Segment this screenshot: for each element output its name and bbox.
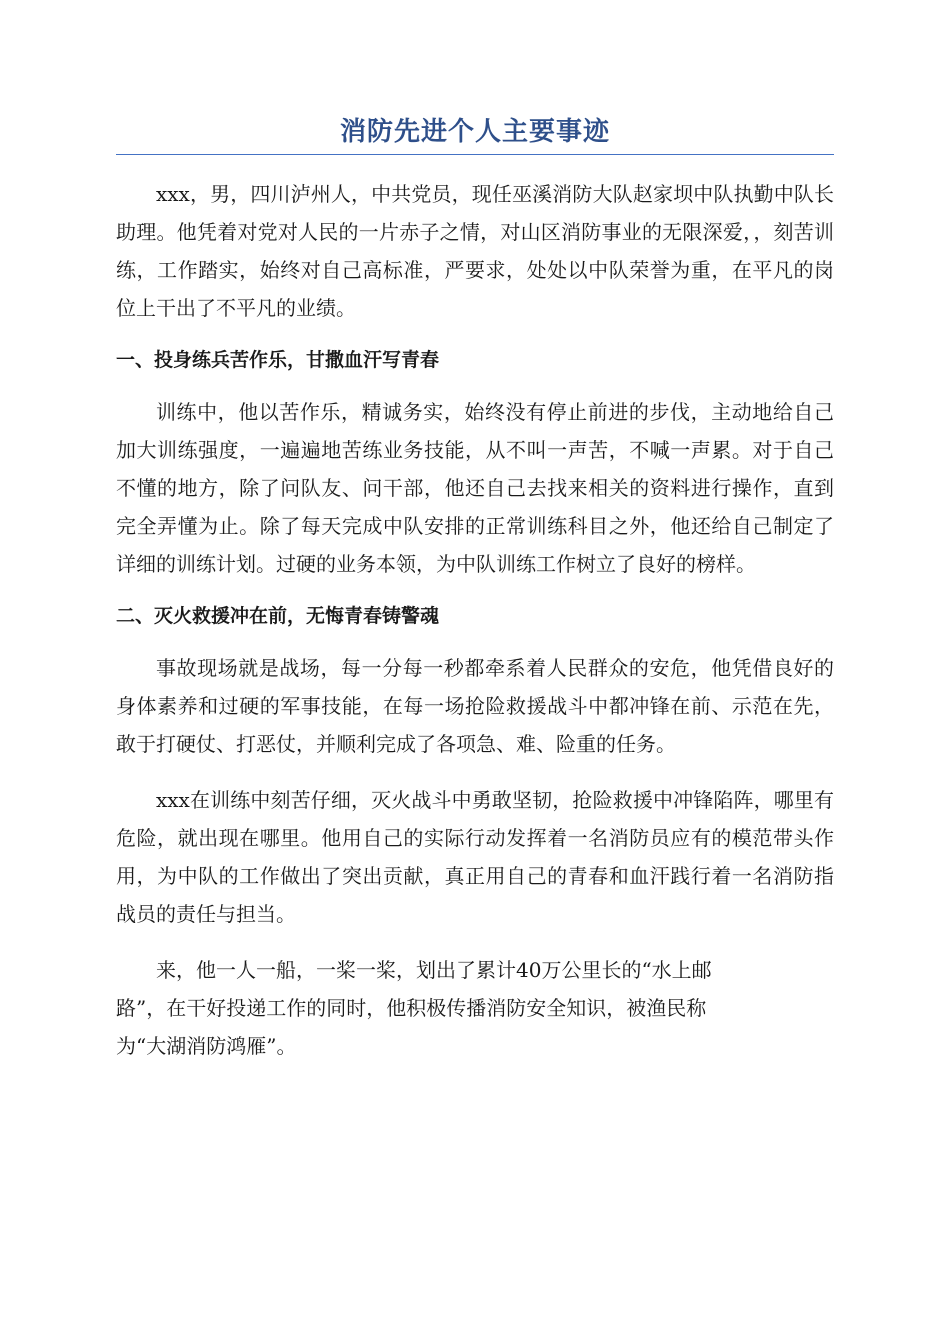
paragraph-line: 路”，在干好投递工作的同时，他积极传播消防安全知识，被渔民称 [116,996,707,1020]
section-1-paragraph: 训练中，他以苦作乐，精诚务实，始终没有停止前进的步伐，主动地给自己加大训练强度，一遍遍地苦练业务技能，从不叫一声苦，不喊一声累。对于自己不懂的地方，除了问队友、问干部，他还自己去找来相关的资料进行操作，直到完全弄懂为止。除了每天完成中队安排的正常训练科目之外，他还给自己制定了详细的训练计划。过硬的业务本领，为中队训练工作树立了良好的榜样。 [116,400,834,576]
section-1-heading: 一、投身练兵苦作乐，甘撒血汗写青春 [116,349,440,371]
title-underline [116,154,834,155]
document-page [116,112,834,1065]
section-2-paragraph-3 [116,951,834,1065]
paragraph-line: 为“大湖消防鸿雁”。 [116,1034,297,1058]
document-title: 消防先进个人主要事迹 [339,117,610,147]
section-2-paragraph-1: 事故现场就是战场，每一分每一秒都牵系着人民群众的安危，他凭借良好的身体素养和过硬的军事技能，在每一场抢险救援战斗中都冲锋在前、示范在先，敢于打硬仗、打恶仗，并顺利完成了各项急、难、险重的任务。 [116,656,834,756]
paragraph-line: 来，他一人一船，一桨一桨，划出了累计40万公里长的“水上邮 [156,958,712,982]
section-2-heading: 二、灭火救援冲在前，无悔青春铸警魂 [116,605,440,627]
section-2-paragraph-2: xxx在训练中刻苦仔细，灭火战斗中勇敢坚韧，抢险救援中冲锋陷阵，哪里有危险，就出现在哪里。他用自己的实际行动发挥着一名消防员应有的模范带头作用，为中队的工作做出了突出贡献，真正用自己的青春和血汗践行着一名消防指战员的责任与担当。 [116,788,834,926]
intro-paragraph: xxx，男，四川泸州人，中共党员，现任巫溪消防大队赵家坝中队执勤中队长助理。他凭着对党对人民的一片赤子之情，对山区消防事业的无限深爱，，刻苦训练，工作踏实，始终对自己高标准，严要求，处处以中队荣誉为重，在平凡的岗位上干出了不平凡的业绩。 [116,182,834,320]
